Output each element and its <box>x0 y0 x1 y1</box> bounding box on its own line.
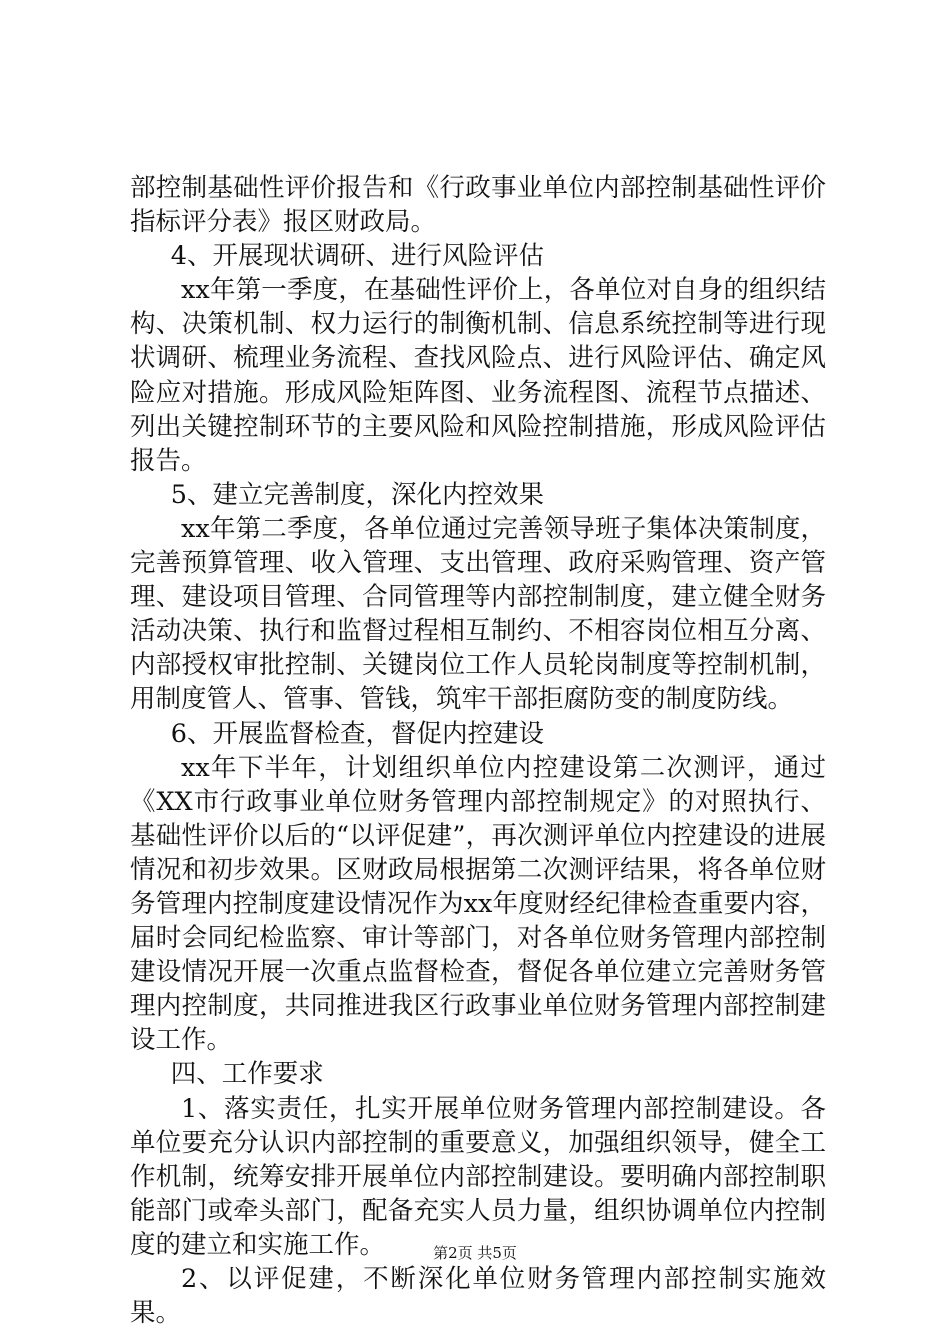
paragraph-continued: 部控制基础性评价报告和《行政事业单位内部控制基础性评价指标评分表》报区财政局。 <box>130 173 826 238</box>
section-heading-5: 5、建立完善制度，深化内控效果 <box>170 479 545 510</box>
section-heading-requirements: 四、工作要求 <box>170 1059 324 1090</box>
paragraph-requirement-1: 1、落实责任，扎实开展单位财务管理内部控制建设。各单位要充分认识内部控制的重要意义，加强组织领导，健全工作机制，统筹安排开展单位内部控制建设。要明确内部控制职能部门或牵头部门，配备充实人员力量，组织协调单位内控制度的建立和实施工作。 <box>130 1093 826 1260</box>
paragraph-requirement-2: 2、以评促建，不断深化单位财务管理内部控制实施效果。 <box>130 1264 826 1329</box>
document-body <box>130 171 826 1330</box>
paragraph-supervision: xx年下半年，计划组织单位内控建设第二次测评，通过《XX市行政事业单位财务管理内部控制规定》的对照执行、基础性评价以后的“以评促建”，再次测评单位内控建设的进展情况和初步效果。区财政局根据第二次测评结果，将各单位财务管理内控制度建设情况作为xx年度财经纪律检查重要内容，届时会同纪检监察、审计等部门，对各单位财务管理内部控制建设情况开展一次重点监督检查，督促各单位建立完善财务管理内控制度，共同推进我区行政事业单位财务管理内部控制建设工作。 <box>130 752 826 1056</box>
paragraph-system-building: xx年第二季度，各单位通过完善领导班子集体决策制度，完善预算管理、收入管理、支出管理、政府采购管理、资产管理、建设项目管理、合同管理等内部控制制度，建立健全财务活动决策、执行和监督过程相互制约、不相容岗位相互分离、内部授权审批控制、关键岗位工作人员轮岗制度等控制机制，用制度管人、管事、管钱，筑牢干部拒腐防变的制度防线。 <box>130 513 826 715</box>
section-heading-4: 4、开展现状调研、进行风险评估 <box>170 241 545 272</box>
paragraph-risk-assessment: xx年第一季度，在基础性评价上，各单位对自身的组织结构、决策机制、权力运行的制衡机制、信息系统控制等进行现状调研、梳理业务流程、查找风险点、进行风险评估、确定风险应对措施。形成风险矩阵图、业务流程图、流程节点描述、列出关键控制环节的主要风险和风险控制措施，形成风险评估报告。 <box>130 275 826 476</box>
section-heading-6: 6、开展监督检查，督促内控建设 <box>170 718 545 749</box>
page-footer: 第2页 共5页 <box>433 1244 517 1262</box>
